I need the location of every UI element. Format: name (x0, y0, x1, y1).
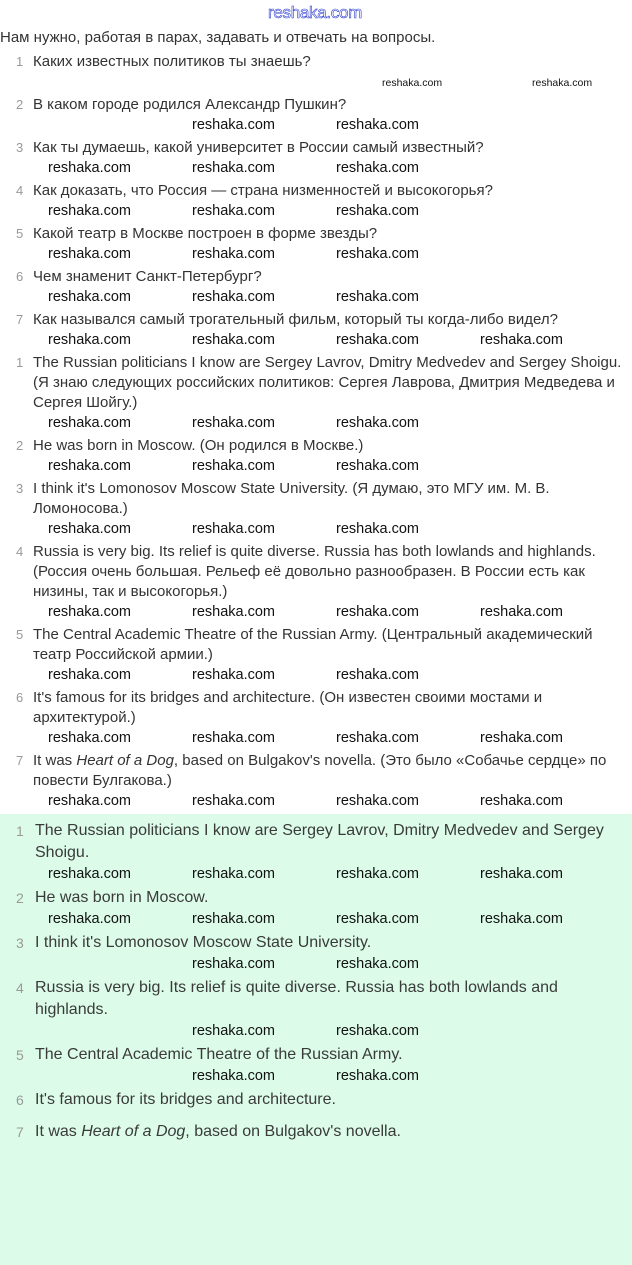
watermark: reshaka.com (192, 1068, 276, 1084)
watermark-row (0, 457, 632, 477)
item-text (35, 1121, 628, 1143)
item-number: 7 (16, 1124, 24, 1140)
watermark: reshaka.com (336, 866, 420, 882)
item-number: 6 (16, 269, 24, 284)
answer-translated-item (0, 479, 632, 519)
watermark: reshaka.com (192, 332, 276, 348)
watermark-row (0, 331, 632, 351)
watermark: reshaka.com (336, 730, 420, 746)
watermark: reshaka.com (480, 730, 564, 746)
watermark: reshaka.com (336, 521, 420, 537)
answer-item (0, 1121, 632, 1143)
watermark-row (0, 666, 632, 686)
item-text: Как доказать, что Россия — страна низменностей и высокогорья? (33, 182, 493, 199)
answer-item (0, 1089, 632, 1111)
item-text: Какой театр в Москве построен в форме звезды? (33, 225, 378, 242)
watermark: reshaka.com (336, 160, 420, 176)
question-item (0, 95, 632, 115)
watermark: reshaka.com (192, 246, 276, 262)
watermark: reshaka.com (336, 956, 420, 972)
watermark-row (0, 1067, 632, 1087)
watermark-row (0, 792, 632, 812)
watermark-row (0, 202, 632, 222)
watermark: reshaka.com (480, 911, 564, 927)
item-text: The Russian politicians I know are Sergey Lavrov, Dmitry Medvedev and Sergey Shoigu. (Я знаю следующих российских политиков: Сергея Лаврова, Дмитрия Медведева и Сергея Шойгу.) (33, 354, 622, 411)
watermark: reshaka.com (532, 77, 593, 89)
answer-translated-item (0, 625, 632, 665)
watermark: reshaka.com (192, 1023, 276, 1039)
watermark: reshaka.com (336, 289, 420, 305)
answer-translated-item (0, 436, 632, 456)
watermark: reshaka.com (48, 604, 132, 620)
translated-answers-section (0, 353, 632, 814)
watermark: reshaka.com (336, 203, 420, 219)
watermark: reshaka.com (48, 289, 132, 305)
watermark-row (0, 603, 632, 623)
spacer (0, 1111, 632, 1121)
answer-item (0, 932, 632, 954)
item-text: I think it's Lomonosov Moscow State University. (Я думаю, это МГУ им. М. В. Ломоносова.) (33, 480, 550, 517)
text-part: , based on Bulgakov's novella. (Это было «Собачье сердце» по повести Булгакова.) (33, 752, 607, 789)
watermark: reshaka.com (336, 117, 420, 133)
watermark: reshaka.com (192, 866, 276, 882)
watermark: reshaka.com (336, 667, 420, 683)
watermark: reshaka.com (192, 203, 276, 219)
watermark-row (0, 414, 632, 434)
watermark: reshaka.com (192, 956, 276, 972)
watermark: reshaka.com (192, 667, 276, 683)
item-text: Как ты думаешь, какой университет в России самый известный? (33, 139, 484, 156)
watermark: reshaka.com (336, 793, 420, 809)
watermark: reshaka.com (48, 521, 132, 537)
watermark-row (0, 520, 632, 540)
header-watermark-area (0, 0, 632, 26)
watermark: reshaka.com (192, 911, 276, 927)
answer-item (0, 977, 632, 1021)
watermark: reshaka.com (192, 117, 276, 133)
item-number: 6 (16, 690, 24, 705)
watermark: reshaka.com (382, 77, 443, 89)
item-text: Russia is very big. Its relief is quite diverse. Russia has both lowlands and highlands. (Россия очень большая. Рельеф её довольно разнообразен. В России есть как низины, так и высокогорья.) (33, 543, 596, 600)
questions-section (0, 52, 632, 353)
text-part: It was (33, 752, 77, 769)
watermark: reshaka.com (480, 332, 564, 348)
watermark: reshaka.com (336, 1023, 420, 1039)
watermark: reshaka.com (336, 1068, 420, 1084)
item-text: He was born in Moscow. (35, 889, 209, 906)
item-text: В каком городе родился Александр Пушкин? (33, 96, 347, 113)
item-text: Как назывался самый трогательный фильм, который ты когда-либо видел? (33, 311, 558, 328)
answer-item (0, 820, 632, 864)
item-number: 7 (16, 753, 24, 768)
watermark: reshaka.com (48, 793, 132, 809)
answer-translated-item (0, 353, 632, 413)
watermark: reshaka.com (48, 160, 132, 176)
watermark-row (0, 865, 632, 885)
watermark: reshaka.com (192, 289, 276, 305)
watermark: reshaka.com (336, 246, 420, 262)
item-number: 2 (16, 890, 24, 906)
item-text: It's famous for its bridges and architecture. (Он известен своими мостами и архитектурой.) (33, 689, 543, 726)
watermark-row (0, 288, 632, 308)
watermark: reshaka.com (48, 730, 132, 746)
question-item (0, 267, 632, 287)
question-item (0, 138, 632, 158)
answer-translated-item (0, 751, 632, 791)
task-instruction: Нам нужно, работая в парах, задавать и отвечать на вопросы. (0, 29, 436, 46)
item-number: 3 (16, 935, 24, 951)
film-title: Heart of a Dog (81, 1123, 186, 1140)
item-number: 3 (16, 140, 24, 155)
question-item (0, 310, 632, 330)
watermark: reshaka.com (48, 415, 132, 431)
item-number: 2 (16, 97, 24, 112)
watermark: reshaka.com (480, 604, 564, 620)
item-number: 7 (16, 312, 24, 327)
watermark: reshaka.com (192, 521, 276, 537)
watermark: reshaka.com (336, 911, 420, 927)
item-number: 2 (16, 438, 24, 453)
watermark: reshaka.com (192, 730, 276, 746)
item-number: 1 (16, 54, 24, 69)
item-text: I think it's Lomonosov Moscow State University. (35, 934, 372, 951)
text-part: It was (35, 1123, 82, 1140)
watermark: reshaka.com (48, 911, 132, 927)
text-part: , based on Bulgakov's novella. (185, 1123, 401, 1140)
item-number: 4 (16, 183, 24, 198)
watermark: reshaka.com (48, 866, 132, 882)
watermark-row (0, 245, 632, 265)
watermark: reshaka.com (48, 246, 132, 262)
question-item (0, 181, 632, 201)
item-text: It's famous for its bridges and architecture. (35, 1091, 336, 1108)
watermark: reshaka.com (48, 458, 132, 474)
item-text: The Central Academic Theatre of the Russian Army. (Центральный академический театр Российской армии.) (33, 626, 593, 663)
item-text: Russia is very big. Its relief is quite diverse. Russia has both lowlands and highlands. (35, 979, 558, 1018)
item-number: 5 (16, 226, 24, 241)
item-number: 4 (16, 544, 24, 559)
spacer (0, 1143, 632, 1153)
answer-translated-item (0, 688, 632, 728)
watermark: reshaka.com (336, 415, 420, 431)
watermark: reshaka.com (480, 866, 564, 882)
watermark: reshaka.com (48, 332, 132, 348)
watermark: reshaka.com (336, 458, 420, 474)
watermark: reshaka.com (268, 3, 363, 22)
answers-panel (0, 814, 632, 1265)
answer-item (0, 1044, 632, 1066)
item-number: 3 (16, 481, 24, 496)
item-text: Каких известных политиков ты знаешь? (33, 53, 311, 70)
watermark-row (0, 159, 632, 179)
watermark: reshaka.com (192, 415, 276, 431)
watermark-row (0, 955, 632, 975)
watermark: reshaka.com (192, 458, 276, 474)
watermark: reshaka.com (336, 604, 420, 620)
watermark-row (0, 729, 632, 749)
watermark: reshaka.com (48, 203, 132, 219)
watermark-row (0, 116, 632, 136)
watermark: reshaka.com (48, 667, 132, 683)
watermark: reshaka.com (336, 332, 420, 348)
watermark: reshaka.com (192, 793, 276, 809)
film-title: Heart of a Dog (76, 752, 174, 769)
item-number: 6 (16, 1092, 24, 1108)
item-number: 1 (16, 355, 24, 370)
answer-item (0, 887, 632, 909)
watermark: reshaka.com (192, 604, 276, 620)
item-text: Чем знаменит Санкт-Петербург? (33, 268, 262, 285)
watermark-row (0, 73, 632, 93)
item-number: 5 (16, 1047, 24, 1063)
answer-translated-item (0, 542, 632, 602)
item-text: The Russian politicians I know are Sergey Lavrov, Dmitry Medvedev and Sergey Shoigu. (35, 822, 604, 861)
item-number: 4 (16, 980, 24, 996)
item-number: 5 (16, 627, 24, 642)
watermark: reshaka.com (480, 793, 564, 809)
watermark-row (0, 910, 632, 930)
question-item (0, 52, 632, 72)
watermark-row (0, 1022, 632, 1042)
item-text: The Central Academic Theatre of the Russian Army. (35, 1046, 403, 1063)
item-number: 1 (16, 823, 24, 839)
item-text: He was born in Moscow. (Он родился в Москве.) (33, 437, 364, 454)
watermark: reshaka.com (192, 160, 276, 176)
item-text (33, 751, 628, 791)
question-item (0, 224, 632, 244)
